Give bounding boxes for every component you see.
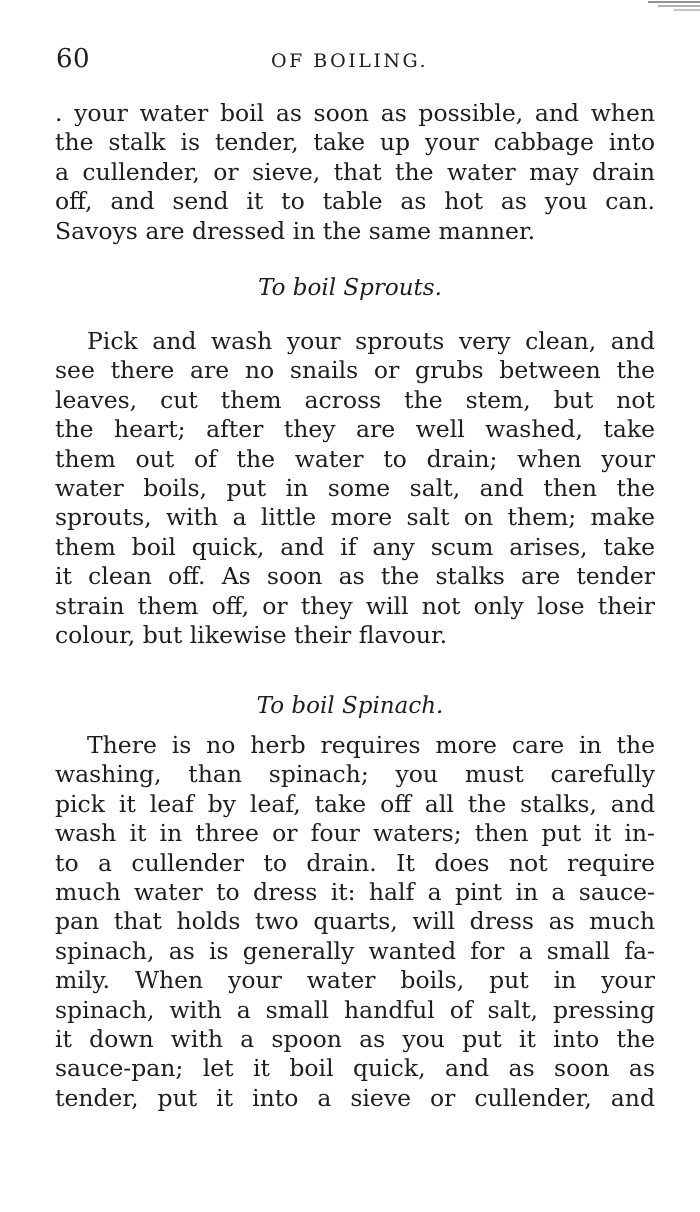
- text-line: . your water boil as soon as possible, and when: [55, 99, 655, 127]
- text-line: sauce-pan; let it boil quick, and as soon as: [55, 1054, 655, 1083]
- text-line: pick it leaf by leaf, take off all the stalks, and: [55, 789, 655, 818]
- text-line: the heart; after they are well washed, take: [55, 415, 655, 444]
- text-line: colour, but likewise their flavour.: [55, 620, 448, 649]
- text-line: to a cullender to drain. It does not require: [55, 848, 655, 877]
- text-line: mily. When your water boils, put in your: [55, 966, 655, 995]
- cabbage-continuation-paragraph: [55, 99, 655, 246]
- text-line: it down with a spoon as you put it into the: [55, 1024, 655, 1053]
- text-line: the stalk is tender, take up your cabbage into: [55, 128, 655, 157]
- spinach-paragraph: [55, 731, 655, 1113]
- text-line: them out of the water to drain; when your: [55, 444, 655, 473]
- text-line: Savoys are dressed in the same manner.: [55, 216, 536, 245]
- text-line: see there are no snails or grubs between the: [55, 356, 655, 385]
- sprouts-paragraph: [55, 327, 655, 650]
- text-line: strain them off, or they will not only lose their: [55, 591, 655, 620]
- running-head: OF BOILING.: [271, 50, 428, 72]
- text-line: leaves, cut them across the stem, but not: [55, 385, 655, 414]
- text-line: wash it in three or four waters; then put it in-: [55, 819, 655, 848]
- text-line: them boil quick, and if any scum arises, take: [55, 532, 655, 561]
- text-line: much water to dress it: half a pint in a sauce-: [55, 877, 655, 906]
- text-line: spinach, with a small handful of salt, pressing: [55, 995, 655, 1024]
- text-line: tender, put it into a sieve or cullender, and: [55, 1083, 655, 1112]
- text-line: water boils, put in some salt, and then the: [55, 473, 655, 502]
- text-line: it clean off. As soon as the stalks are tender: [55, 562, 655, 591]
- text-line: washing, than spinach; you must carefully: [55, 760, 655, 789]
- text-line: Pick and wash your sprouts very clean, and: [87, 327, 655, 355]
- text-line: a cullender, or sieve, that the water may drain: [55, 157, 655, 186]
- text-line: off, and send it to table as hot as you can.: [55, 187, 655, 216]
- page-number: 60: [56, 44, 91, 74]
- text-line: There is no herb requires more care in the: [87, 731, 655, 759]
- text-line: spinach, as is generally wanted for a small fa-: [55, 936, 655, 965]
- spinach-heading: To boil Spinach.: [256, 693, 444, 719]
- page-edge-mark: [644, 0, 700, 14]
- text-line: sprouts, with a little more salt on them; make: [55, 503, 655, 532]
- page-header: [56, 44, 646, 84]
- text-line: pan that holds two quarts, will dress as much: [55, 907, 655, 936]
- sprouts-heading: To boil Sprouts.: [258, 275, 442, 301]
